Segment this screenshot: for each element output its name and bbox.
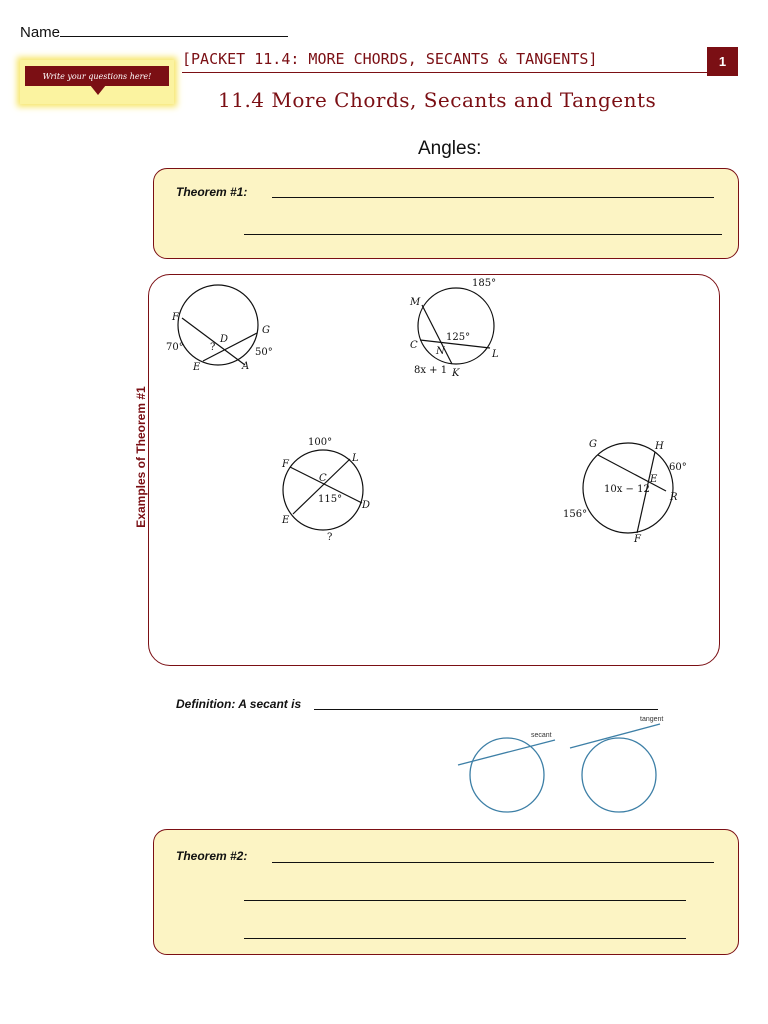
fig1-arc-left: 70° [166, 342, 184, 353]
tangent-circle [582, 738, 656, 812]
fig1-label-F: F [172, 312, 179, 323]
fig3-arc-top: 100° [308, 437, 333, 448]
definition-text: Definition: A secant is [176, 697, 302, 711]
section-heading: Angles: [418, 138, 482, 159]
fig4-label-G: G [589, 439, 597, 450]
secant-label: secant [531, 732, 552, 739]
fig2-circle [418, 288, 494, 364]
theorem2-blank-2[interactable] [244, 900, 686, 901]
secant-circle [470, 738, 544, 812]
fig3-chord-LE [293, 459, 350, 514]
fig2-arc-bottom: 8x + 1 [414, 365, 448, 376]
fig4-label-E: E [650, 474, 658, 485]
fig2-label-L: L [492, 349, 499, 360]
fig1-unknown: ? [210, 342, 216, 353]
name-label: Name [20, 24, 61, 41]
fig1-arc-right: 50° [255, 347, 273, 358]
fig1-label-D: D [220, 334, 229, 345]
fig3-circle [283, 450, 363, 530]
fig3-label-L: L [352, 453, 359, 464]
fig3-label-C: C [319, 473, 327, 484]
theorem2-blank-3[interactable] [244, 938, 686, 939]
fig2-angle: 125° [446, 332, 471, 343]
page-title: 11.4 More Chords, Secants and Tangents [218, 88, 657, 112]
fig1-label-A: A [242, 361, 250, 372]
fig3-label-F: F [282, 459, 289, 470]
tangent-diagram [570, 724, 660, 812]
fig4-label-H: H [655, 441, 664, 452]
fig3-label-E: E [282, 515, 290, 526]
tangent-label: tangent [640, 716, 664, 723]
page-number: 1 [707, 47, 738, 76]
theorem2-box [153, 829, 739, 955]
examples-vertical-label: Examples of Theorem #1 [134, 386, 148, 528]
fig2-label-N: N [436, 346, 445, 357]
fig1-label-E: E [193, 362, 201, 373]
fig2-arc-top: 185° [472, 278, 497, 289]
theorem2-blank-1[interactable] [272, 862, 714, 863]
fig2-label-K: K [452, 368, 460, 379]
fig4-angle: 10x − 12 [604, 484, 650, 495]
fig4-arc-left: 156° [563, 509, 588, 520]
fig4-arc-right: 60° [669, 462, 687, 473]
theorem1-label: Theorem #1: [176, 185, 248, 199]
definition-blank[interactable] [314, 709, 658, 710]
fig3-angle: 115° [318, 494, 343, 505]
secant-line [458, 740, 555, 765]
figure-1 [178, 285, 258, 365]
theorem2-label: Theorem #2: [176, 849, 248, 863]
fig2-label-M: M [410, 297, 421, 308]
fig3-label-D: D [362, 500, 371, 511]
secant-definition [176, 697, 301, 711]
packet-title: [PACKET 11.4: MORE CHORDS, SECANTS & TANGENTS] [182, 50, 598, 68]
fig2-label-C: C [410, 340, 418, 351]
figure-3 [283, 450, 363, 530]
secant-diagram [458, 738, 555, 812]
fig4-label-R: R [670, 492, 678, 503]
fig4-label-F: F [634, 534, 641, 545]
fig1-label-G: G [262, 325, 270, 336]
tangent-line [570, 724, 660, 748]
note-text: Write your questions here! [25, 66, 169, 86]
figure-2 [418, 288, 494, 364]
fig3-unknown: ? [327, 532, 333, 543]
